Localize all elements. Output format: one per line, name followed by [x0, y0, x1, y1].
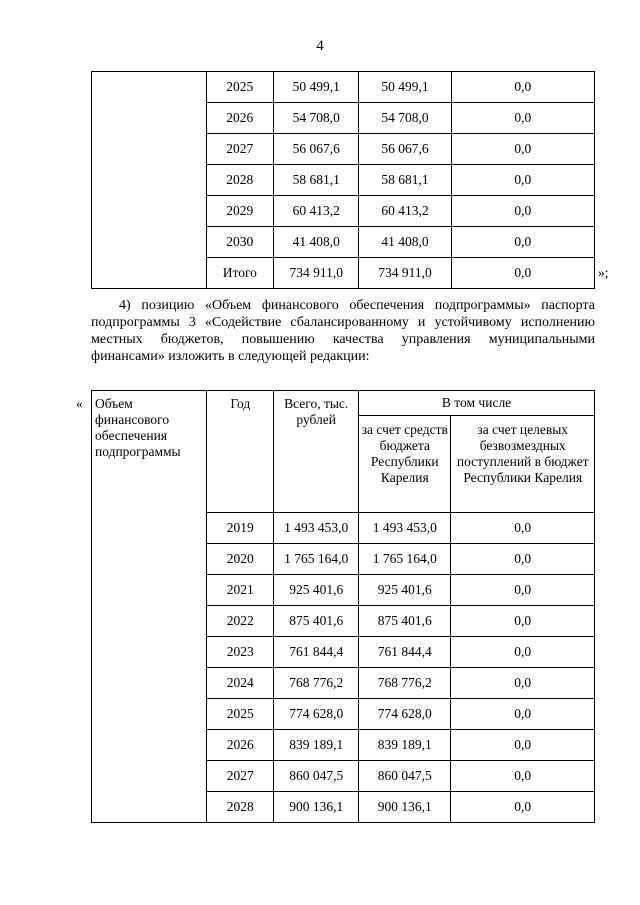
- total-cell: 860 047,5: [274, 761, 359, 792]
- year-cell: 2025: [207, 699, 274, 730]
- including-header: В том числе: [359, 391, 595, 416]
- grants-cell: 0,0: [451, 103, 594, 134]
- year-cell: 2030: [206, 227, 274, 258]
- year-cell: 2022: [207, 606, 274, 637]
- closing-quote: »;: [598, 265, 609, 280]
- budget-cell: 768 776,2: [359, 668, 451, 699]
- budget-cell: 734 911,0: [359, 258, 451, 289]
- total-header: Всего, тыс. рублей: [274, 391, 359, 513]
- total-cell: 900 136,1: [274, 792, 359, 823]
- budget-cell: 56 067,6: [359, 134, 451, 165]
- year-cell: 2028: [206, 165, 274, 196]
- total-cell: 839 189,1: [274, 730, 359, 761]
- year-cell: 2024: [207, 668, 274, 699]
- year-cell: 2021: [207, 575, 274, 606]
- total-cell: 58 681,1: [274, 165, 359, 196]
- total-cell: 875 401,6: [274, 606, 359, 637]
- amendment-paragraph: 4) позицию «Объем финансового обеспечения подпрограммы» паспорта подпрограммы 3 «Содействие сбалансированному и устойчивому исполнению местных бюджетов, повышению качества управления муниципальными финансами» изложить в следующей редакции:: [91, 298, 595, 364]
- grants-cell: 0,0: [451, 227, 594, 258]
- budget-cell: 50 499,1: [359, 72, 451, 103]
- label-cell-empty: [92, 72, 207, 289]
- budget-cell: 900 136,1: [359, 792, 451, 823]
- grants-cell: 0,0: [451, 513, 595, 544]
- total-cell: 41 408,0: [274, 227, 359, 258]
- grants-cell: 0,0: [451, 761, 595, 792]
- grants-cell: 0,0: [451, 134, 594, 165]
- grants-header: за счет целевых безвозмездных поступлений в бюджет Республики Карелия: [451, 416, 595, 513]
- grants-cell: 0,0: [451, 544, 595, 575]
- grants-cell: 0,0: [451, 72, 594, 103]
- year-cell: 2027: [207, 761, 274, 792]
- total-cell: 54 708,0: [274, 103, 359, 134]
- total-cell: 60 413,2: [274, 196, 359, 227]
- budget-cell: 54 708,0: [359, 103, 451, 134]
- budget-cell: 860 047,5: [359, 761, 451, 792]
- page-number: 4: [316, 38, 324, 54]
- grants-cell: 0,0: [451, 730, 595, 761]
- budget-cell: 1 765 164,0: [359, 544, 451, 575]
- grants-cell: 0,0: [451, 575, 595, 606]
- budget-cell: 60 413,2: [359, 196, 451, 227]
- year-cell: 2020: [207, 544, 274, 575]
- total-cell: 50 499,1: [274, 72, 359, 103]
- year-cell: 2029: [206, 196, 274, 227]
- budget-cell: 875 401,6: [359, 606, 451, 637]
- budget-cell: 839 189,1: [359, 730, 451, 761]
- budget-cell: 761 844,4: [359, 637, 451, 668]
- total-cell: 925 401,6: [274, 575, 359, 606]
- grants-cell: 0,0: [451, 165, 594, 196]
- total-cell: 734 911,0: [274, 258, 359, 289]
- funding-table-continued: [91, 71, 595, 289]
- total-cell: 1 493 453,0: [274, 513, 359, 544]
- table-row: [92, 72, 595, 103]
- total-cell: 774 628,0: [274, 699, 359, 730]
- year-cell: 2028: [207, 792, 274, 823]
- year-cell: 2023: [207, 637, 274, 668]
- header-row: [92, 391, 595, 416]
- grants-cell: 0,0: [451, 637, 595, 668]
- year-cell: 2026: [206, 103, 274, 134]
- label-cell: Объем финансового обеспечения подпрограммы: [92, 391, 207, 823]
- budget-header: за счет средств бюджета Республики Карелия: [359, 416, 451, 513]
- total-cell: 56 067,6: [274, 134, 359, 165]
- budget-cell: 774 628,0: [359, 699, 451, 730]
- budget-cell: 925 401,6: [359, 575, 451, 606]
- grants-cell: 0,0: [451, 668, 595, 699]
- grants-cell: 0,0: [451, 196, 594, 227]
- year-cell: 2026: [207, 730, 274, 761]
- opening-quote: «: [76, 396, 83, 411]
- year-cell: Итого: [206, 258, 274, 289]
- grants-cell: 0,0: [451, 699, 595, 730]
- total-cell: 1 765 164,0: [274, 544, 359, 575]
- total-cell: 768 776,2: [274, 668, 359, 699]
- grants-cell: 0,0: [451, 792, 595, 823]
- year-cell: 2027: [206, 134, 274, 165]
- funding-table: [91, 390, 595, 823]
- year-cell: 2025: [206, 72, 274, 103]
- year-header: Год: [207, 391, 274, 513]
- grants-cell: 0,0: [451, 258, 594, 289]
- budget-cell: 1 493 453,0: [359, 513, 451, 544]
- total-cell: 761 844,4: [274, 637, 359, 668]
- grants-cell: 0,0: [451, 606, 595, 637]
- budget-cell: 58 681,1: [359, 165, 451, 196]
- budget-cell: 41 408,0: [359, 227, 451, 258]
- year-cell: 2019: [207, 513, 274, 544]
